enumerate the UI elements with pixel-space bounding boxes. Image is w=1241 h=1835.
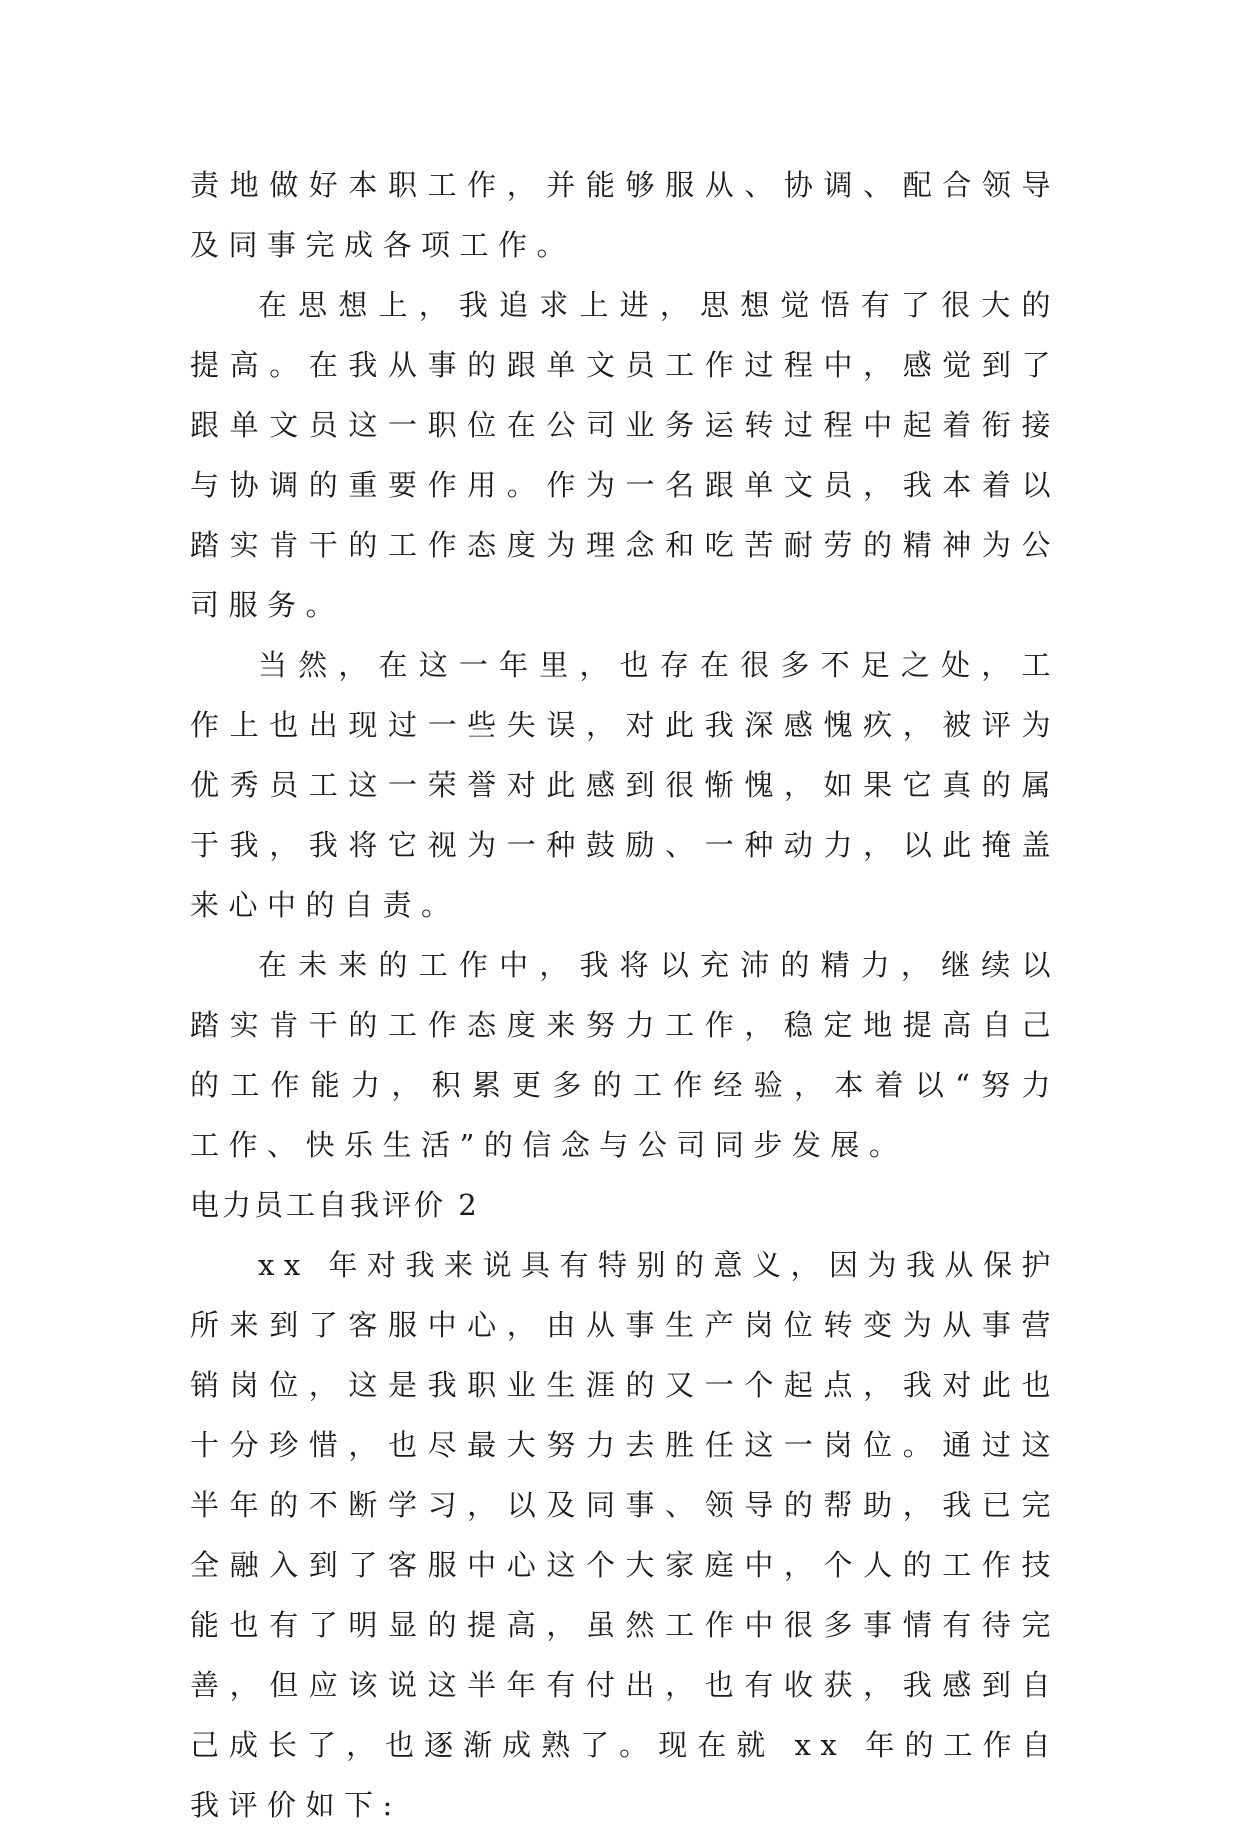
paragraph-future: 在未来的工作中，我将以充沛的精力，继续以踏实肯干的工作态度来努力工作，稳定地提高自己的工作能力，积累更多的工作经验，本着以“努力工作、快乐生活”的信念与公司同步发展。 [190, 948, 1060, 1162]
section-title: 电力员工自我评价 2 [190, 1188, 480, 1222]
paragraph-thinking: 在思想上，我追求上进，思想觉悟有了很大的提高。在我从事的跟单文员工作过程中，感觉到了跟单文员这一职位在公司业务运转过程中起着衔接与协调的重要作用。作为一名跟单文员，我本着以踏实肯干的工作态度为理念和吃苦耐劳的精神为公司服务。 [190, 288, 1060, 622]
document-body [190, 155, 1060, 1835]
paragraph-section-intro: xx 年对我来说具有特别的意义，因为我从保护所来到了客服中心，由从事生产岗位转变为从事营销岗位，这是我职业生涯的又一个起点，我对此也十分珍惜，也尽最大努力去胜任这一岗位。通过这半年的不断学习，以及同事、领导的帮助，我已完全融入到了客服中心这个大家庭中，个人的工作技能也有了明显的提高，虽然工作中很多事情有待完善，但应该说这半年有付出，也有收获，我感到自己成长了，也逐渐成熟了。现在就 xx 年的工作自我评价如下: [190, 1248, 1060, 1822]
paragraph-continued: 责地做好本职工作，并能够服从、协调、配合领导及同事完成各项工作。 [190, 168, 1060, 262]
paragraph-shortcomings: 当然，在这一年里，也存在很多不足之处，工作上也出现过一些失误，对此我深感愧疚，被评为优秀员工这一荣誉对此感到很惭愧，如果它真的属于我，我将它视为一种鼓励、一种动力，以此掩盖来心中的自责。 [190, 648, 1060, 922]
